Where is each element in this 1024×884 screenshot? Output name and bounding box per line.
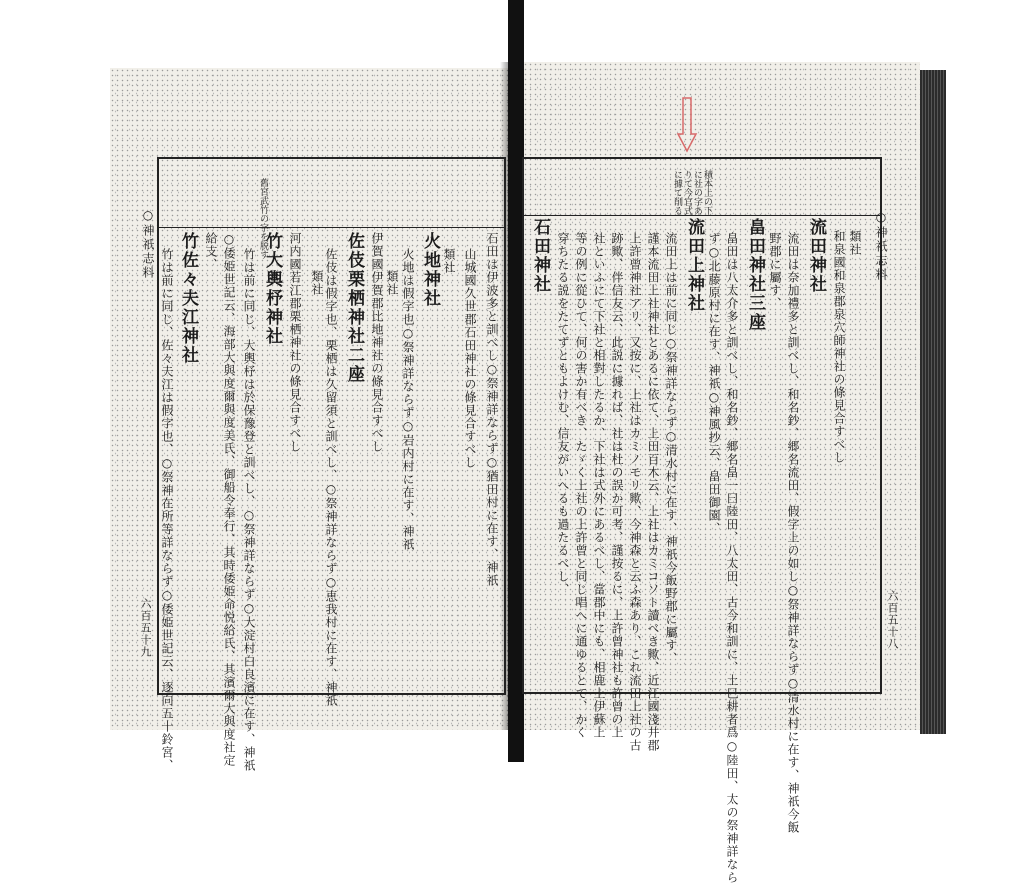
right-col-7: 畠田は八太介多と訓べし、和名鈔、郷名畠一曰陸田、八太田、古今和訓に、土巳耕者爲○陸田、太の祭神詳なら [725, 232, 739, 884]
right-col-13: 跡歟、伴信友云、此説に據れば、社は杜の誤か可考、謹按るに、上許曾神社も許曾の上 [610, 232, 624, 739]
left-col-12: 竹大輿杼神社 [262, 232, 282, 346]
left-col-10: 類社 [310, 270, 324, 296]
right-col-5: 野郡に屬す、 [768, 232, 782, 310]
left-col-9: 佐伎は假字也、栗栖は久留須と訓べし、○祭神詳ならず○恵我村に在す、神祇 [324, 248, 338, 707]
left-col-15: 給支、 [204, 232, 218, 271]
left-header-divider [157, 227, 506, 228]
left-col-11: 河内國若江郡栗栖神社の條見合すべし [288, 232, 302, 453]
right-col-14: 社といふにて下社と相對したるか、下社は式外にあるべし、當郡中にも、相鹿上伊蘇上 [592, 232, 606, 739]
book-edge [920, 70, 946, 734]
left-col-13: 竹は前に同じ、大輿杼は於保豫登と訓べし、○祭神詳ならず○大淀村白良濱に在す、神祇 [242, 248, 256, 772]
right-col-6: 畠田神社三座 [745, 218, 765, 332]
right-col-4: 流田は奈加禮多と訓べし、和名鈔、郷名流田、假字上の如し○祭神詳ならず○清水村に在す、神祇今飯 [786, 232, 800, 834]
right-col-9: 流田上神社 [684, 218, 704, 313]
left-col-14: ○倭姫世記云、海部大與度爾與度美氏、御船令奉行、其時倭姫命悦給氏、其濱爾大與度社定 [222, 232, 236, 767]
left-col-17: 竹は前に同じ、佐々夫江は假字也、○祭神在所等詳ならず○倭姫世記云、逐向五十鈴宮、 [160, 248, 174, 772]
left-col-3: 類社 [442, 248, 456, 274]
right-col-16: 穿ちたる説をたてずともよけむ、信友がいへるも過たるべし、 [556, 232, 570, 596]
left-col-6: 伊賀國伊賀郡比地神社の條見合すべし [370, 232, 384, 453]
right-margin-note-1: 積本上の下 [702, 170, 712, 215]
right-header-divider [522, 215, 882, 216]
right-col-2: 和泉國和泉郡泉穴師神社の條見合すべし [832, 230, 846, 464]
right-col-3: 流田神社 [806, 218, 826, 294]
right-col-10: 流田上は前に同じ○祭神詳ならず○清水村に在す、神祇今飯野郡に屬す、 [664, 232, 678, 665]
left-col-1: 石田は伊波多と訓べし○祭神詳ならず○猶田村に在す、神祇 [485, 232, 499, 587]
left-running-title: ○神祇志料 [141, 208, 155, 280]
left-col-2: 山城國久世郡石田神社の條見合すべし [463, 248, 477, 469]
right-margin-note-4: に據て削る [672, 170, 682, 215]
left-page-number: 六百五十九 [139, 598, 152, 658]
right-running-title: ○神祇志料 [874, 210, 888, 282]
left-col-7: 類社 [385, 270, 399, 296]
right-col-11: 謹本流田上社神社とあるに依て、上田百木云、上社はカミコソト讀べき歟、近江國淺井郡 [646, 232, 660, 752]
left-col-8: 佐伎栗栖神社二座 [344, 232, 364, 384]
left-col-16: 竹佐々夫江神社 [178, 232, 198, 365]
right-col-12: 上許曾神社アリ、又按に、上社はカミノモリ歟、今神森と云ふ森あり、これ流田上社の古 [628, 232, 642, 752]
red-down-arrow-icon [676, 96, 698, 154]
right-margin-note-3: りて今官式 [682, 170, 692, 215]
right-col-17: 石田神社 [530, 218, 550, 294]
right-margin-note-2: に社の字あ [692, 170, 702, 215]
right-col-1: 類社 [848, 230, 862, 256]
left-header-note: 舊宮武竹の字を脱す [258, 178, 268, 259]
left-col-4: 火地神社 [420, 232, 440, 308]
left-col-5: 火地は假字也○祭神詳ならず○岩内村に在す、神祇 [401, 248, 415, 551]
right-col-8: ず○北藤原村に在す、神祇○神風抄云、畠田御園、 [707, 232, 721, 535]
right-col-15: 等の例に從ひて、何の害か有べき、たゞく上社の上許曾と同じ唱へに通ゆるとて、かく [574, 232, 588, 739]
right-page-number: 六百五十八 [886, 590, 899, 650]
